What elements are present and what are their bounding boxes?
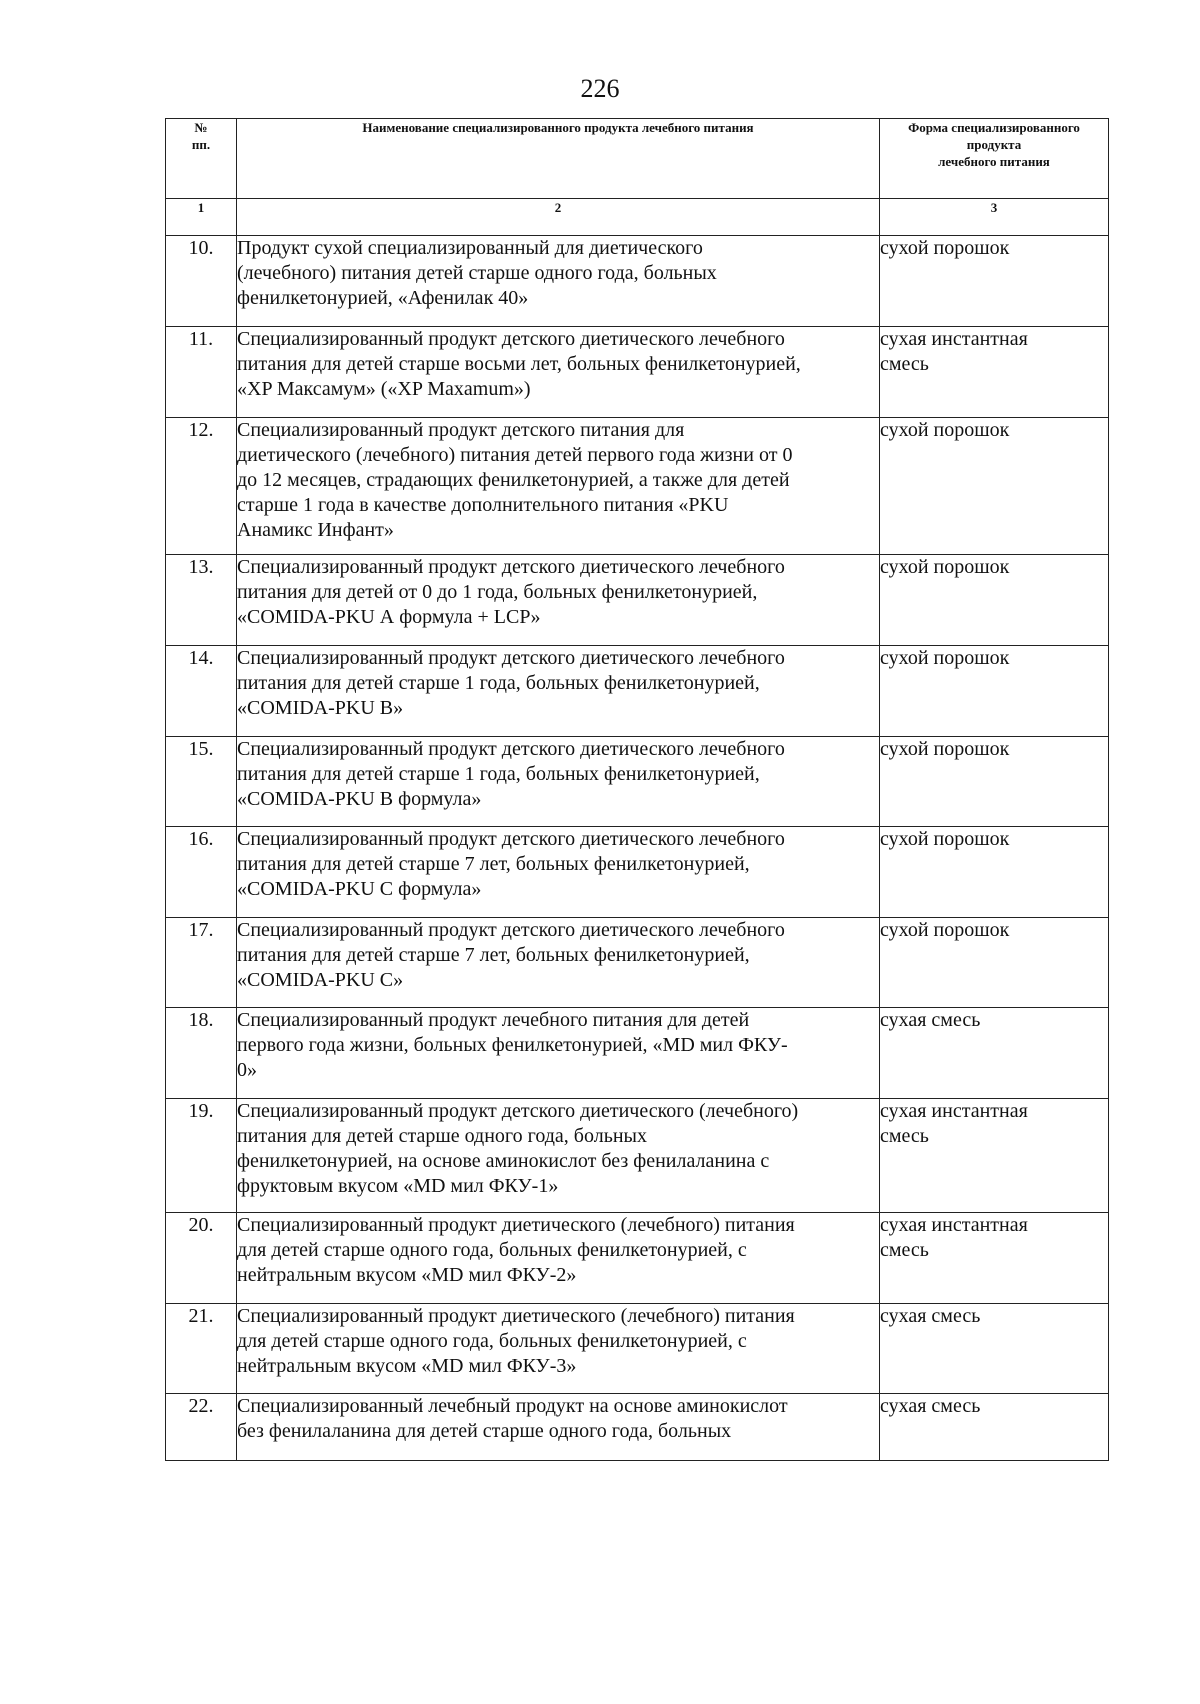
- product-form: сухая инстантная смесь: [880, 1213, 1109, 1304]
- table-row: [166, 1099, 1109, 1213]
- table-row: [166, 1213, 1109, 1304]
- products-table: [165, 118, 1109, 1461]
- product-name: Специализированный продукт диетического (лечебного) питания для детей старше одного года, больных фенилкетонурией, с нейтральным вкусом «MD мил ФКУ-3»: [237, 1304, 880, 1394]
- table-row: [166, 646, 1109, 737]
- row-number: 21.: [166, 1304, 237, 1394]
- table-header-row: [166, 119, 1109, 199]
- table-row: [166, 737, 1109, 827]
- column-number-3: 3: [880, 199, 1109, 236]
- table-row: [166, 1394, 1109, 1461]
- product-form: сухой порошок: [880, 918, 1109, 1008]
- product-name: Специализированный продукт детского диетического лечебного питания для детей старше 7 лет, больных фенилкетонурией, «COMIDA-PKU С формула»: [237, 827, 880, 918]
- row-number: 15.: [166, 737, 237, 827]
- product-name: Специализированный продукт диетического (лечебного) питания для детей старше одного года, больных фенилкетонурией, с нейтральным вкусом «MD мил ФКУ-2»: [237, 1213, 880, 1304]
- product-form: сухая смесь: [880, 1304, 1109, 1394]
- header-form: Форма специализированного продукта лечебного питания: [880, 119, 1109, 199]
- product-name: Специализированный продукт детского диетического лечебного питания для детей старше 1 года, больных фенилкетонурией, «COMIDA-PKU В формула»: [237, 737, 880, 827]
- product-name: Специализированный лечебный продукт на основе аминокислот без фенилаланина для детей старше одного года, больных: [237, 1394, 880, 1461]
- header-name: Наименование специализированного продукта лечебного питания: [237, 119, 880, 199]
- table-row: [166, 827, 1109, 918]
- row-number: 11.: [166, 327, 237, 418]
- product-form: сухой порошок: [880, 646, 1109, 737]
- product-form: сухой порошок: [880, 827, 1109, 918]
- product-form: сухая инстантная смесь: [880, 327, 1109, 418]
- table-row: [166, 418, 1109, 555]
- row-number: 19.: [166, 1099, 237, 1213]
- table-row: [166, 327, 1109, 418]
- product-name: Специализированный продукт лечебного питания для детей первого года жизни, больных фенилкетонурией, «MD мил ФКУ- 0»: [237, 1008, 880, 1099]
- product-form: сухой порошок: [880, 418, 1109, 555]
- row-number: 14.: [166, 646, 237, 737]
- product-name: Специализированный продукт детского диетического (лечебного) питания для детей старше одного года, больных фенилкетонурией, на основе аминокислот без фенилаланина с фруктовым вкусом «MD мил ФКУ-1»: [237, 1099, 880, 1213]
- row-number: 13.: [166, 555, 237, 646]
- product-form: сухой порошок: [880, 555, 1109, 646]
- row-number: 20.: [166, 1213, 237, 1304]
- product-form: сухой порошок: [880, 236, 1109, 327]
- header-number: № пп.: [166, 119, 237, 199]
- table-row: [166, 1304, 1109, 1394]
- product-name: Специализированный продукт детского диетического лечебного питания для детей старше 1 года, больных фенилкетонурией, «COMIDA-PKU В»: [237, 646, 880, 737]
- page-number: 226: [580, 74, 620, 103]
- product-form: сухой порошок: [880, 737, 1109, 827]
- product-form: сухая смесь: [880, 1008, 1109, 1099]
- product-name: Продукт сухой специализированный для диетического (лечебного) питания детей старше одного года, больных фенилкетонурией, «Афенилак 40»: [237, 236, 880, 327]
- row-number: 12.: [166, 418, 237, 555]
- row-number: 17.: [166, 918, 237, 1008]
- product-name: Специализированный продукт детского диетического лечебного питания для детей старше 7 лет, больных фенилкетонурией, «COMIDA-PKU С»: [237, 918, 880, 1008]
- product-form: сухая инстантная смесь: [880, 1099, 1109, 1213]
- table-row: [166, 236, 1109, 327]
- product-name: Специализированный продукт детского питания для диетического (лечебного) питания детей первого года жизни от 0 до 12 месяцев, страдающих фенилкетонурией, а также для детей старше 1 года в качестве дополнительного питания «PKU Анамикс Инфант»: [237, 418, 880, 555]
- row-number: 18.: [166, 1008, 237, 1099]
- product-name: Специализированный продукт детского диетического лечебного питания для детей старше восьми лет, больных фенилкетонурией, «XP Максамум» («XP Maxamum»): [237, 327, 880, 418]
- column-number-2: 2: [237, 199, 880, 236]
- table-body: [166, 236, 1109, 1461]
- row-number: 10.: [166, 236, 237, 327]
- table-row: [166, 918, 1109, 1008]
- product-name: Специализированный продукт детского диетического лечебного питания для детей от 0 до 1 года, больных фенилкетонурией, «COMIDA-PKU А формула + LCP»: [237, 555, 880, 646]
- column-number-row: [166, 199, 1109, 236]
- row-number: 22.: [166, 1394, 237, 1461]
- product-form: сухая смесь: [880, 1394, 1109, 1461]
- column-number-1: 1: [166, 199, 237, 236]
- table-row: [166, 1008, 1109, 1099]
- row-number: 16.: [166, 827, 237, 918]
- table-row: [166, 555, 1109, 646]
